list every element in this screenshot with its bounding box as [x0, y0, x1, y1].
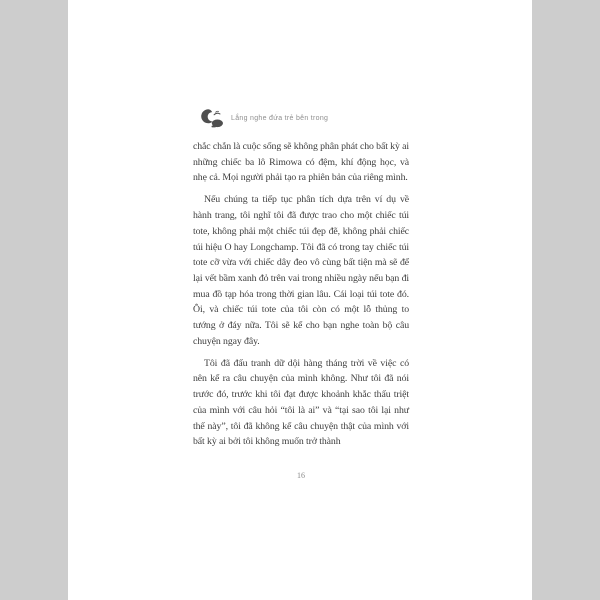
running-head	[199, 105, 328, 131]
book-title: Lắng nghe đứa trẻ bên trong	[231, 114, 329, 122]
body-paragraph: chắc chắn là cuộc sống sẽ không phân phát cho bất kỳ ai những chiếc ba lô Rimowa có đệm, khí động học, và nhẹ cả. Mọi người phải tạo ra phiên bản của riêng mình.	[193, 141, 409, 184]
listener-logo-icon	[199, 107, 224, 130]
book-page	[68, 0, 532, 600]
page-number: 16	[297, 471, 305, 480]
body-paragraph: Nếu chúng ta tiếp tục phân tích dựa trên ví dụ về hành trang, tôi nghĩ tôi đã được trao cho một chiếc túi tote, không phải một chiếc túi đẹp đẽ, không phải chiếc túi hiệu O hay Longchamp. Tôi đã có trong tay chiếc túi tote cỡ vừa với chiếc dây đeo vô cùng bất tiện mà sẽ để lại vết bầm xanh đỏ trên vai trong nhiều ngày nếu bạn đi mua đồ tạp hóa trong thời gian lâu. Cái loại túi tote đó. Ôi, và chiếc túi tote của tôi còn có một lỗ thủng to tướng ở đáy nữa. Tôi sẽ kể cho bạn nghe toàn bộ câu chuyện ngay đây.	[193, 194, 409, 347]
body-paragraph: Tôi đã đấu tranh dữ dội hàng tháng trời về việc có nên kể ra câu chuyện của mình không. Như tôi đã nói trước đó, trước khi tôi đạt được khoảnh khắc thấu triệt của mình với câu hỏi “tôi là ai” và “tại sao tôi lại như thế này”, tôi đã không kể câu chuyện thật của mình với bất kỳ ai bởi tôi không muốn trở thành	[193, 357, 409, 448]
page-body	[193, 139, 409, 456]
